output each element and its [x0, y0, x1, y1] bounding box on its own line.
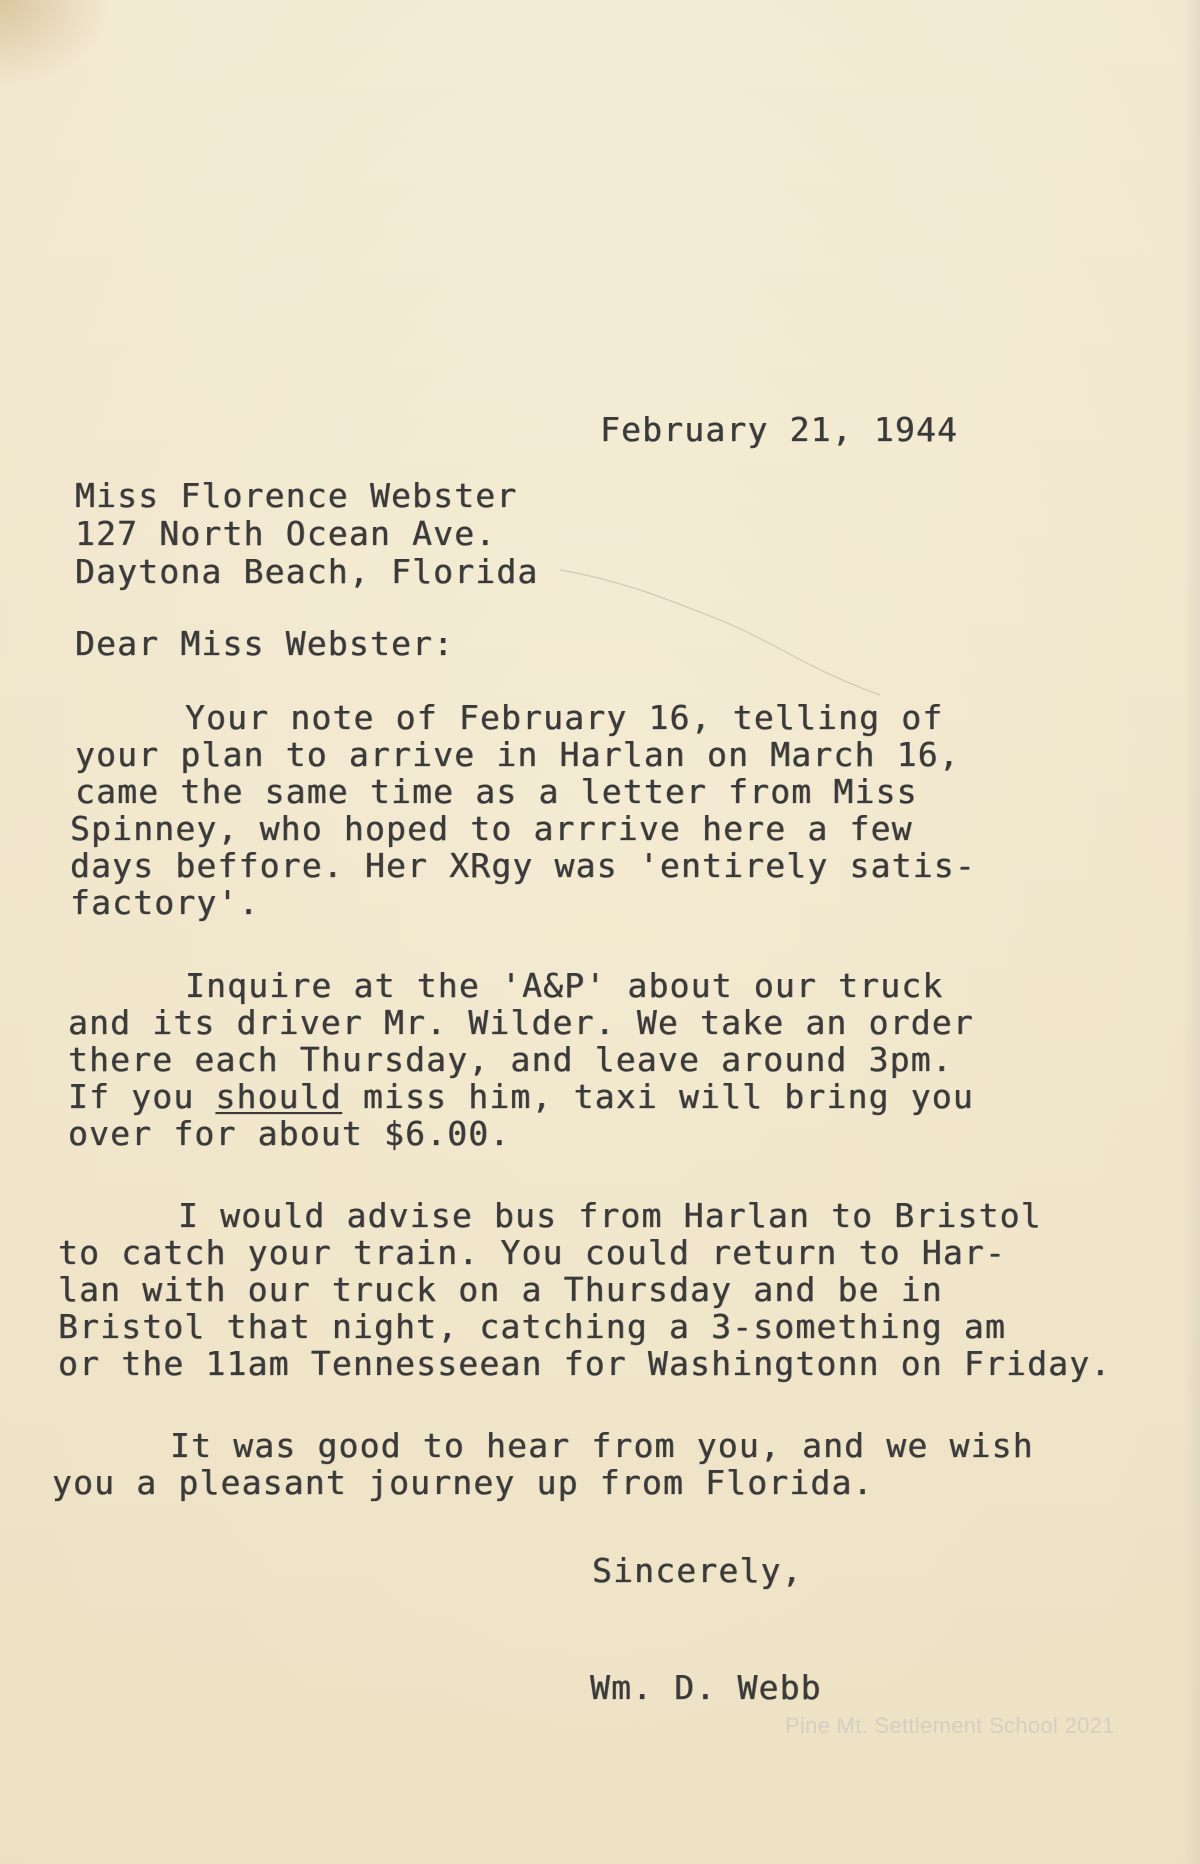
paragraph2-line: Inquire at the 'A&P' about our truck [185, 966, 944, 1005]
closing: Sincerely, [592, 1551, 803, 1590]
paragraph2-line: there each Thursday, and leave around 3pm. [68, 1040, 953, 1079]
paragraph2-line [68, 1079, 974, 1115]
signature: Wm. D. Webb [590, 1668, 822, 1707]
paragraph3-line: Bristol that night, catching a 3-something am [58, 1307, 1007, 1346]
line-text: miss him, taxi will bring you [341, 1077, 974, 1116]
paragraph1-line: days beffore. Her XRgy was 'entirely satis- [70, 846, 976, 885]
paragraph1-line: came the same time as a letter from Miss [75, 772, 918, 811]
recipient-city: Daytona Beach, Florida [75, 552, 539, 591]
watermark: Pine Mt. Settlement School 2021 [785, 1713, 1115, 1738]
paragraph4-line: you a pleasant journey up from Florida. [52, 1463, 874, 1502]
recipient-name: Miss Florence Webster [75, 476, 518, 515]
paragraph1-line: your plan to arrive in Harlan on March 16, [75, 735, 960, 774]
paragraph3-line: or the 11am Tennesseean for Washingtonn on Friday. [58, 1344, 1112, 1383]
paragraph2-line: over for about $6.00. [68, 1114, 511, 1153]
salutation: Dear Miss Webster: [75, 624, 455, 663]
paper-edge [1184, 0, 1200, 1864]
line-text: If you [68, 1077, 216, 1116]
letter-date: February 21, 1944 [600, 410, 959, 449]
recipient-street: 127 North Ocean Ave. [75, 514, 497, 553]
underlined-word: should [215, 1077, 342, 1116]
paragraph3-line: I would advise bus from Harlan to Bristol [178, 1196, 1042, 1235]
paper-crease [560, 560, 880, 700]
paragraph1-line: Spinney, who hoped to arrrive here a few [70, 809, 913, 848]
paragraph1-line: Your note of February 16, telling of [185, 698, 944, 737]
paragraph2-line: and its driver Mr. Wilder. We take an order [68, 1003, 974, 1042]
paragraph3-line: to catch your train. You could return to Har- [58, 1233, 1007, 1272]
paragraph4-line: It was good to hear from you, and we wish [170, 1426, 1034, 1465]
paragraph3-line: lan with our truck on a Thursday and be in [58, 1270, 943, 1309]
paper-stain [0, 0, 110, 90]
paragraph1-line: factory'. [70, 883, 260, 922]
